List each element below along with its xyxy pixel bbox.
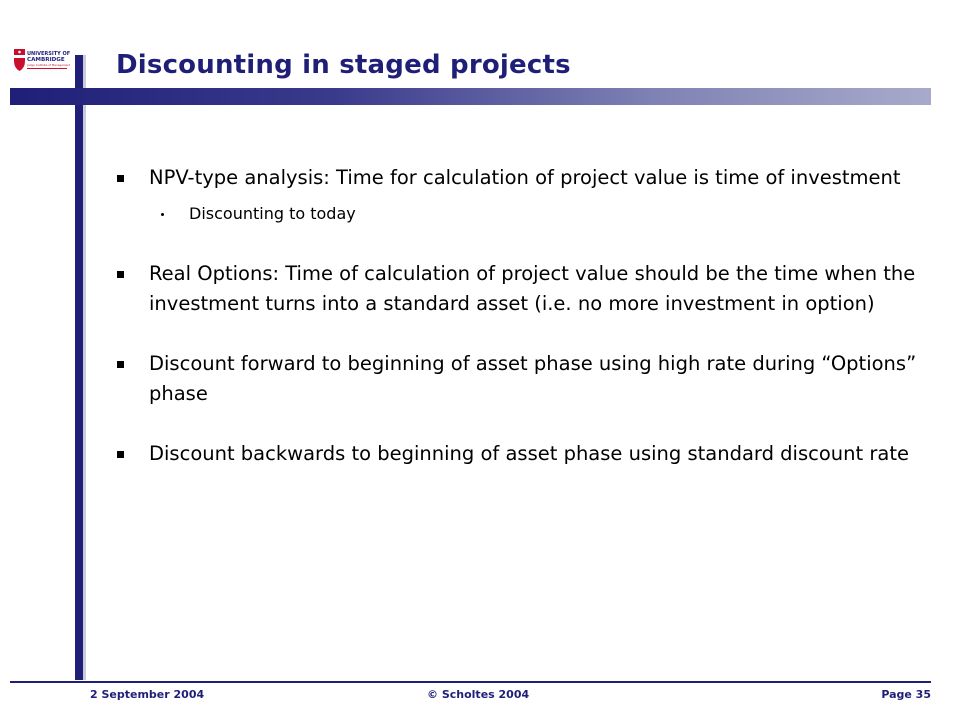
footer-copyright: © Scholtes 2004 xyxy=(427,688,530,701)
bullet-npv xyxy=(117,163,927,193)
bullet-text: NPV-type analysis: Time for calculation of project value is time of investment xyxy=(149,166,901,189)
square-bullet-icon xyxy=(117,361,124,368)
logo-underline xyxy=(27,68,67,69)
university-of-cambridge-logo xyxy=(12,47,70,75)
square-bullet-icon xyxy=(117,271,124,278)
bullet-text: Discount forward to beginning of asset phase using high rate during “Options” phase xyxy=(149,352,917,405)
logo-line3: Judge Institute of Management xyxy=(27,63,70,67)
square-bullet-icon xyxy=(117,451,124,458)
bullet-discount-forward xyxy=(117,349,927,409)
slide-content xyxy=(117,163,927,469)
logo-line2: CAMBRIDGE xyxy=(27,57,65,63)
footer-page-number: Page 35 xyxy=(881,688,931,701)
square-bullet-icon xyxy=(117,175,124,182)
bullet-real-options xyxy=(117,259,927,319)
slide-title: Discounting in staged projects xyxy=(116,50,571,80)
bullet-text: Discount backwards to beginning of asset phase using standard discount rate xyxy=(149,442,909,465)
footer-date: 2 September 2004 xyxy=(90,688,205,701)
left-vertical-rule xyxy=(75,55,83,680)
left-vertical-rule-shadow xyxy=(83,55,86,680)
logo-line1: UNIVERSITY OF xyxy=(27,51,70,57)
sub-bullet-text: Discounting to today xyxy=(189,204,356,223)
bullet-discount-backwards xyxy=(117,439,927,469)
bullet-text: Real Options: Time of calculation of project value should be the time when the investment turns into a standard asset (i.e. no more investment in option) xyxy=(149,262,916,315)
title-gradient-bar xyxy=(10,88,931,105)
crest-icon xyxy=(14,49,25,71)
dot-bullet-icon xyxy=(161,213,164,216)
sub-bullet-discounting-today xyxy=(117,203,927,225)
footer-rule xyxy=(10,681,931,683)
